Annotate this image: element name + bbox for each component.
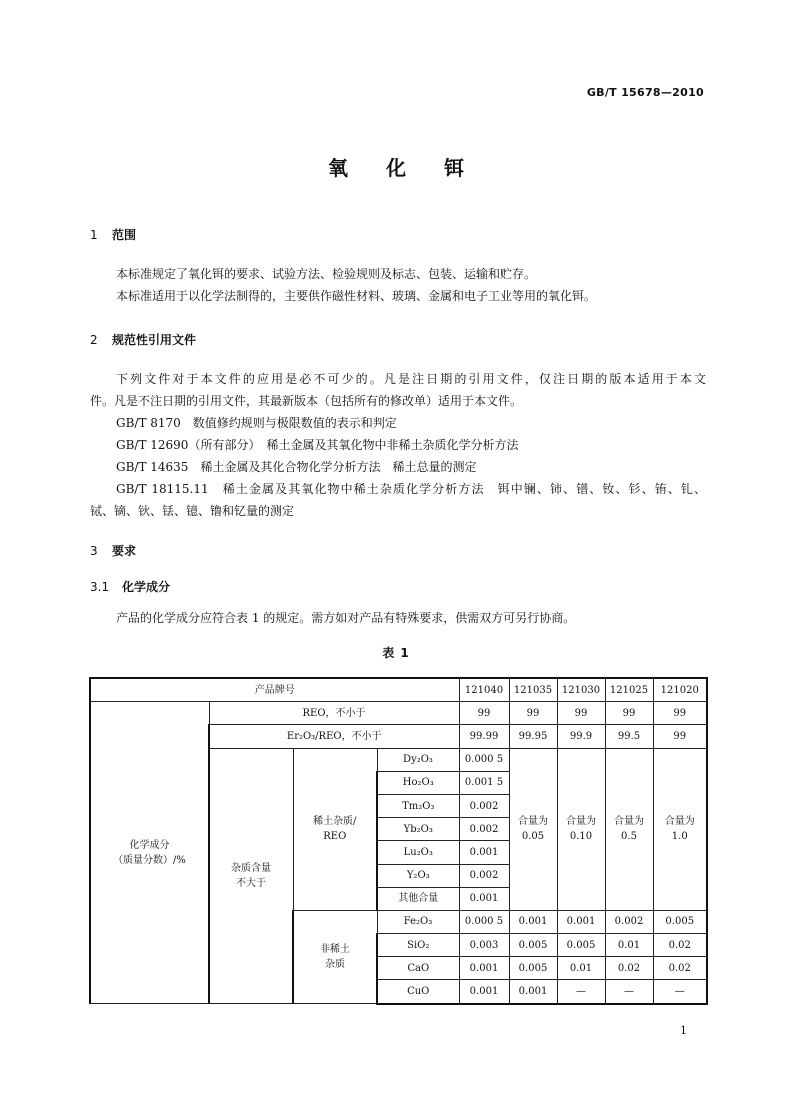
value-cell: 0.01	[605, 934, 653, 957]
chemical-composition-line-1: 化学成分	[129, 839, 170, 851]
total-cell	[509, 748, 557, 910]
non-rare-earth-label	[293, 910, 377, 1003]
brand-header: 产品牌号	[90, 678, 459, 702]
total-cell	[653, 748, 707, 910]
brand-cell: 121040	[459, 678, 509, 702]
value-cell: 0.001	[557, 910, 605, 933]
impurity-item: Yb₂O₃	[377, 818, 459, 841]
er-ratio-label: Er₂O₃/REO，不小于	[209, 725, 459, 748]
value-cell: —	[557, 980, 605, 1004]
value-cell: 99	[605, 702, 653, 725]
section-3-1-title: 化学成分	[122, 580, 171, 594]
section-3-1-number: 3.1	[90, 580, 110, 594]
section-2-intro-line-2: 件。凡是不注日期的引用文件，其最新版本（包括所有的修改单）适用于本文件。	[90, 394, 523, 408]
total-label: 合量为	[614, 816, 644, 828]
value-cell: 99.99	[459, 725, 509, 748]
page-number: 1	[680, 1024, 687, 1037]
standard-code: GB/T 15678—2010	[586, 86, 704, 99]
value-cell: 0.005	[557, 934, 605, 957]
non-rare-earth-line-1: 非稀土	[320, 944, 350, 955]
impurity-item: SiO₂	[377, 934, 459, 957]
impurity-item: CuO	[377, 980, 459, 1004]
value-cell: 0.01	[557, 957, 605, 980]
chemical-composition-table	[89, 677, 708, 1005]
chemical-composition-label	[90, 702, 209, 1004]
chemical-composition-line-2: （质量分数）/%	[113, 854, 186, 866]
table-row	[90, 702, 707, 725]
brand-cell: 121020	[653, 678, 707, 702]
value-cell: 0.001	[509, 980, 557, 1004]
impurity-item: Y₂O₃	[377, 864, 459, 887]
impurity-item: Tm₂O₃	[377, 794, 459, 817]
value-cell: 0.002	[605, 910, 653, 933]
value-cell: 0.005	[509, 957, 557, 980]
value-cell: 0.02	[605, 957, 653, 980]
total-cell	[557, 748, 605, 910]
total-value: 1.0	[671, 831, 688, 843]
document-title: 氧化铒	[328, 156, 502, 180]
value-cell: 0.02	[653, 934, 707, 957]
brand-cell: 121025	[605, 678, 653, 702]
value-cell: 0.002	[459, 794, 509, 817]
section-1-number: 1	[90, 228, 98, 242]
rare-earth-impurity-label	[293, 748, 377, 910]
value-cell: 99	[557, 702, 605, 725]
section-3-1-paragraph: 产品的化学成分应符合表 1 的规定。需方如对产品有特殊要求，供需双方可另行协商。	[116, 611, 576, 625]
section-2-title: 规范性引用文件	[112, 333, 197, 347]
value-cell: 0.005	[509, 934, 557, 957]
reference-3: GB/T 14635 稀土金属及其化合物化学分析方法 稀土总量的测定	[116, 460, 477, 474]
value-cell: 0.001 5	[459, 771, 509, 794]
value-cell: 0.003	[459, 934, 509, 957]
section-2-intro-line-1: 下列文件对于本文件的应用是必不可少的。凡是注日期的引用文件，仅注日期的版本适用于本文	[116, 372, 706, 386]
non-rare-earth-line-2: 杂质	[325, 959, 345, 970]
value-cell: 0.005	[653, 910, 707, 933]
reference-4-line-2: 铽、镝、钬、铥、镱、镥和钇量的测定	[90, 504, 295, 518]
value-cell: 99.95	[509, 725, 557, 748]
section-1-title: 范围	[112, 228, 137, 242]
impurity-label	[209, 748, 293, 1004]
total-cell	[605, 748, 653, 910]
value-cell: 0.001	[459, 957, 509, 980]
value-cell: 99	[653, 702, 707, 725]
section-3-1-heading	[90, 578, 170, 595]
impurity-item: 其他合量	[377, 887, 459, 910]
impurity-item: Ho₂O₃	[377, 771, 459, 794]
section-3-heading	[90, 542, 136, 559]
total-value: 0.10	[569, 831, 593, 843]
rare-earth-impurity-line-1: 稀土杂质/	[313, 816, 357, 828]
value-cell: 0.001	[509, 910, 557, 933]
value-cell: 0.000 5	[459, 748, 509, 771]
rare-earth-impurity-line-2: REO	[323, 831, 347, 843]
reo-label: REO，不小于	[209, 702, 459, 725]
section-2-heading	[90, 331, 196, 348]
reference-2: GB/T 12690（所有部分） 稀土金属及其氧化物中非稀土杂质化学分析方法	[116, 438, 519, 452]
value-cell: 0.02	[653, 957, 707, 980]
section-3-number: 3	[90, 544, 98, 558]
value-cell: —	[653, 980, 707, 1004]
value-cell: 99.5	[605, 725, 653, 748]
reference-1: GB/T 8170 数值修约规则与极限数值的表示和判定	[116, 416, 397, 430]
value-cell: 0.002	[459, 864, 509, 887]
section-1-paragraph-1: 本标准规定了氧化铒的要求、试验方法、检验规则及标志、包装、运输和贮存。	[116, 267, 537, 281]
section-1-paragraph-2: 本标准适用于以化学法制得的，主要供作磁性材料、玻璃、金属和电子工业等用的氧化铒。	[116, 289, 597, 303]
impurity-line-2: 不大于	[236, 877, 266, 889]
section-1-heading	[90, 226, 136, 243]
impurity-item: CaO	[377, 957, 459, 980]
section-2-body	[90, 368, 706, 522]
brand-cell: 121035	[509, 678, 557, 702]
impurity-item: Dy₂O₃	[377, 748, 459, 771]
table-caption: 表 1	[382, 646, 410, 660]
section-2-number: 2	[90, 333, 98, 347]
value-cell: 99	[459, 702, 509, 725]
value-cell: 99	[509, 702, 557, 725]
reference-4-line-1: GB/T 18115.11 稀土金属及其氧化物中稀土杂质化学分析方法 铒中镧、铈、镨、钕、钐、铕、钆、	[116, 482, 706, 496]
total-label: 合量为	[518, 816, 548, 828]
value-cell: 0.000 5	[459, 910, 509, 933]
total-value: 0.05	[521, 831, 545, 843]
brand-cell: 121030	[557, 678, 605, 702]
total-label: 合量为	[566, 816, 596, 828]
value-cell: 99	[653, 725, 707, 748]
value-cell: —	[605, 980, 653, 1004]
value-cell: 0.002	[459, 818, 509, 841]
table-row	[90, 678, 707, 702]
value-cell: 0.001	[459, 980, 509, 1004]
impurity-line-1: 杂质含量	[231, 862, 271, 874]
value-cell: 0.001	[459, 887, 509, 910]
section-3-title: 要求	[112, 544, 137, 558]
value-cell: 0.001	[459, 841, 509, 864]
impurity-item: Fe₂O₃	[377, 910, 459, 933]
total-label: 合量为	[664, 816, 695, 828]
total-value: 0.5	[621, 831, 637, 843]
value-cell: 99.9	[557, 725, 605, 748]
impurity-item: Lu₂O₃	[377, 841, 459, 864]
